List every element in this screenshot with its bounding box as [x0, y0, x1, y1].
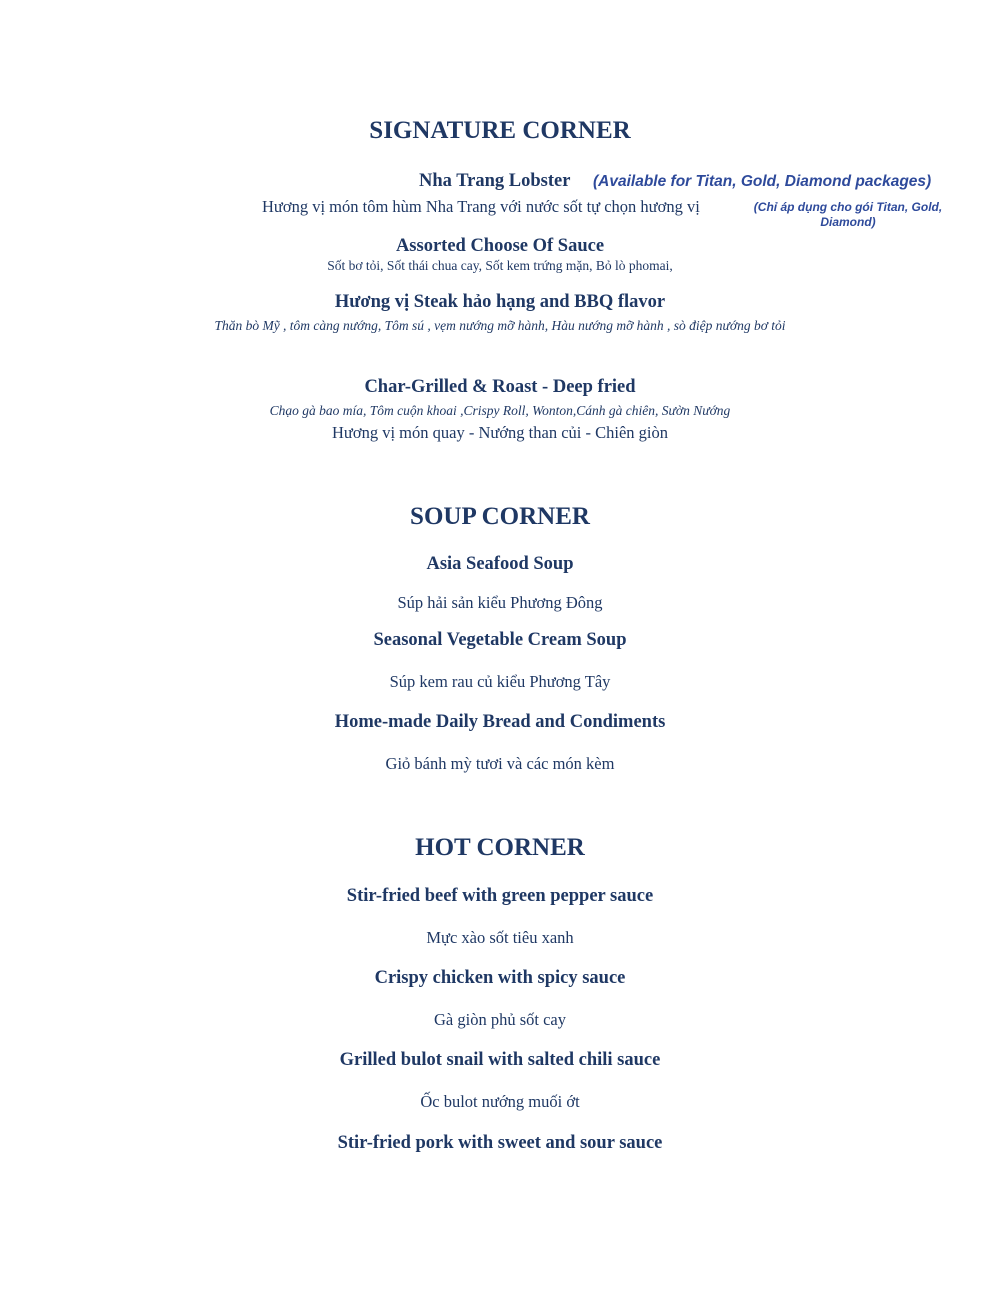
soup-item-description: Súp hải sản kiểu Phương Đông — [397, 593, 603, 612]
hot-item-description: Mực xào sốt tiêu xanh — [426, 928, 574, 947]
signature-corner-title: SIGNATURE CORNER — [369, 117, 631, 144]
grill-description: Chạo gà bao mía, Tôm cuộn khoai ,Crispy Roll, Wonton,Cánh gà chiên, Sườn Nướng — [269, 403, 731, 418]
hot-item-name: Grilled bulot snail with salted chili sauce — [339, 1050, 661, 1070]
sauce-description: Sốt bơ tỏi, Sốt thái chua cay, Sốt kem trứng mặn, Bỏ lò phomai, — [327, 258, 673, 273]
lobster-note-vi-line1: (Chỉ áp dụng cho gói Titan, Gold, — [753, 200, 943, 214]
soup-corner-title: SOUP CORNER — [410, 503, 590, 530]
lobster-note-vi-line2: Diamond) — [820, 215, 876, 229]
soup-item-description: Giỏ bánh mỳ tươi và các món kèm — [385, 754, 615, 773]
soup-item-name: Asia Seafood Soup — [426, 554, 574, 574]
hot-item-name: Stir-fried pork with sweet and sour sauce — [337, 1133, 663, 1153]
lobster-dish-name: Nha Trang Lobster — [419, 171, 571, 191]
grill-description-vi: Hương vị món quay - Nướng than củi - Chiên giòn — [332, 423, 668, 442]
steak-description: Thăn bò Mỹ , tôm càng nướng, Tôm sú , vẹm nướng mỡ hành, Hàu nướng mỡ hành , sò điệp nướng bơ tỏi — [214, 318, 786, 333]
grill-dish-name: Char-Grilled & Roast - Deep fried — [364, 377, 636, 397]
soup-item-name: Seasonal Vegetable Cream Soup — [373, 630, 627, 650]
lobster-availability-note: (Available for Titan, Gold, Diamond packages) — [593, 173, 932, 190]
hot-item-name: Stir-fried beef with green pepper sauce — [346, 886, 654, 906]
hot-item-description: Ốc bulot nướng muối ớt — [420, 1092, 580, 1111]
hot-item-description: Gà giòn phủ sốt cay — [434, 1010, 566, 1029]
soup-item-name: Home-made Daily Bread and Condiments — [334, 712, 666, 732]
lobster-description: Hương vị món tôm hùm Nha Trang với nước sốt tự chọn hương vị — [262, 197, 700, 216]
soup-item-description: Súp kem rau củ kiểu Phương Tây — [389, 672, 611, 691]
lobster-availability-note-vi — [738, 200, 958, 230]
steak-dish-name: Hương vị Steak hảo hạng and BBQ flavor — [334, 292, 666, 312]
sauce-dish-name: Assorted Choose Of Sauce — [395, 236, 605, 256]
hot-item-name: Crispy chicken with spicy sauce — [374, 968, 626, 988]
hot-corner-title: HOT CORNER — [415, 834, 585, 861]
